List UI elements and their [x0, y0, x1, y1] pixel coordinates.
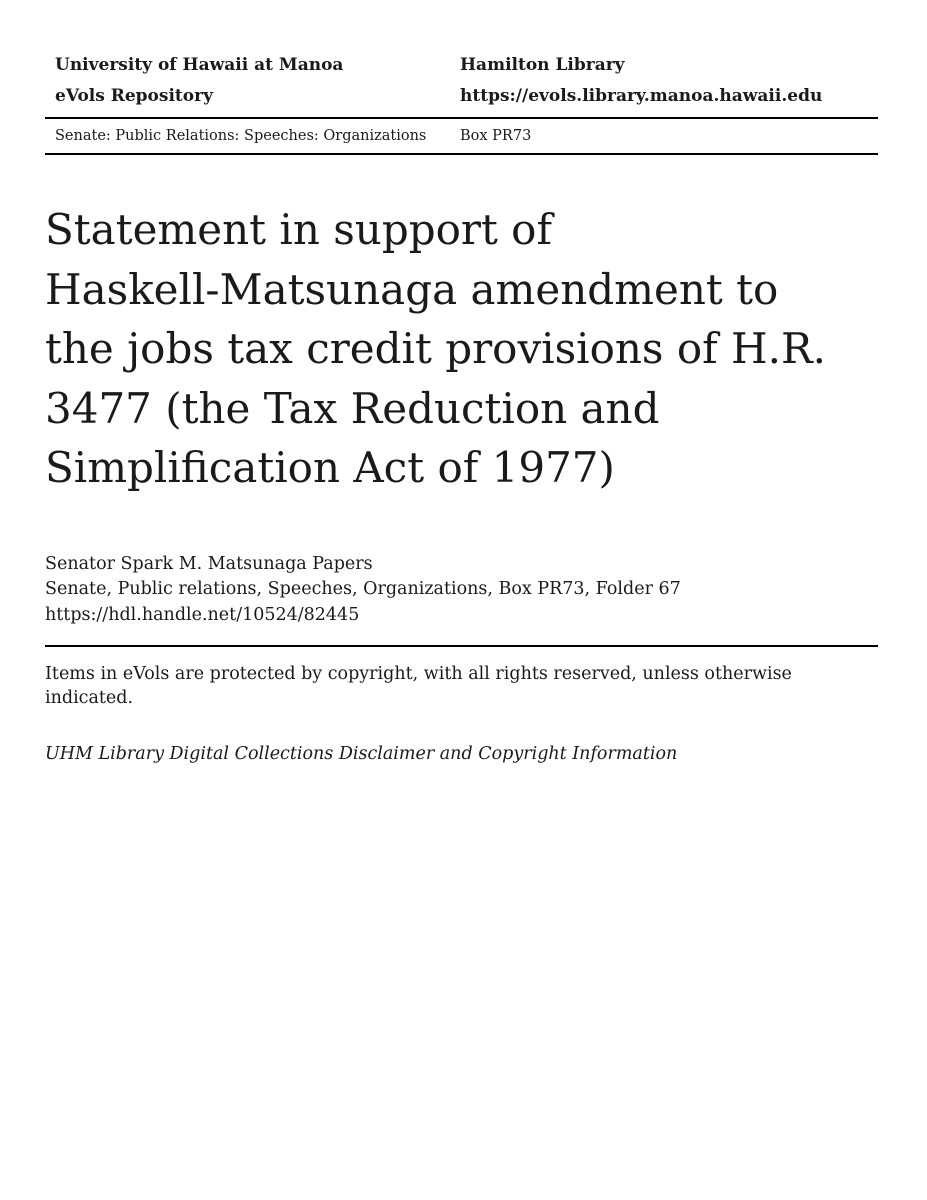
- header-right-column: [460, 50, 878, 112]
- handle-url-link[interactable]: https://hdl.handle.net/10524/82445: [45, 604, 360, 625]
- title-line-5: Simplification Act of 1977): [45, 443, 615, 492]
- header-sub-row: [45, 119, 878, 155]
- title-line-3: the jobs tax credit provisions of H.R.: [45, 324, 826, 373]
- header-main-rows: [45, 50, 878, 119]
- copyright-notice: Items in eVols are protected by copyright, with all rights reserved, unless otherwise indicated.: [45, 664, 792, 708]
- papers-collection-name: Senator Spark M. Matsunaga Papers: [45, 553, 373, 574]
- institution-name: University of Hawaii at Manoa: [55, 55, 344, 75]
- title-line-1: Statement in support of: [45, 205, 553, 254]
- document-title: [45, 200, 878, 498]
- footer-divider: [45, 645, 878, 647]
- box-number: Box PR73: [460, 128, 532, 144]
- archival-location: Senate, Public relations, Speeches, Organizations, Box PR73, Folder 67: [45, 579, 681, 599]
- disclaimer-link[interactable]: UHM Library Digital Collections Disclaimer and Copyright Information: [45, 744, 678, 764]
- repository-header: [45, 0, 878, 155]
- title-line-4: 3477 (the Tax Reduction and: [45, 383, 660, 433]
- item-metadata: [45, 552, 878, 629]
- header-left-column: [45, 50, 460, 112]
- repository-url-link[interactable]: https://evols.library.manoa.hawaii.edu: [460, 86, 823, 106]
- repository-name: eVols Repository: [55, 86, 213, 106]
- collection-path: Senate: Public Relations: Speeches: Organizations: [55, 128, 427, 144]
- library-name: Hamilton Library: [460, 55, 625, 75]
- title-line-2: Haskell-Matsunaga amendment to: [45, 264, 779, 314]
